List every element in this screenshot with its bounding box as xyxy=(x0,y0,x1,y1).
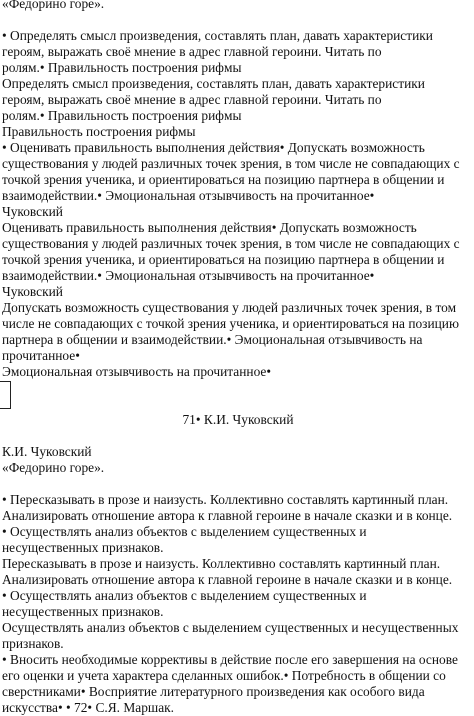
text-line: • Осуществлять анализ объектов с выделением существенных и xyxy=(2,588,367,603)
text-line: Чуковский xyxy=(2,204,63,219)
text-line: Пересказывать в прозе и наизусть. Коллективно составлять картинный план. xyxy=(2,556,441,571)
text-line: Чуковский xyxy=(2,284,63,299)
text-line: ролям.• Правильность построения рифмы xyxy=(2,108,242,123)
text-block-goals-2 xyxy=(0,444,474,716)
text-line: взаимодействии.• Эмоциональная отзывчивость на прочитанное• xyxy=(2,268,375,283)
text-line: Анализировать отношение автора к главной героине в начале сказки и в конце. xyxy=(2,508,453,523)
text-line: Правильность построения рифмы xyxy=(2,124,196,139)
text-line: героям, выражать своё мнение в адрес главной героини. Читать по xyxy=(2,44,382,59)
page-break-box xyxy=(0,381,11,409)
text-line: точкой зрения ученика, и ориентироваться на позицию партнера в общении и xyxy=(2,252,445,267)
text-line: К.И. Чуковский xyxy=(2,444,92,459)
text-line: • Оценивать правильность выполнения действия• Допускать возможность xyxy=(2,140,425,155)
text-line: точкой зрения ученика, и ориентироваться на позицию партнера в общении и xyxy=(2,172,445,187)
text-line: Анализировать отношение автора к главной героине в начале сказки и в конце. xyxy=(2,572,453,587)
text-line xyxy=(0,12,474,28)
text-line: прочитанное• xyxy=(2,348,80,363)
text-line: «Федорино горе». xyxy=(2,0,105,11)
text-line: существования у людей различных точек зрения, в том числе не совпадающих с xyxy=(2,236,460,251)
text-line: «Федорино горе». xyxy=(2,460,105,475)
text-line: ролям.• Правильность построения рифмы xyxy=(2,60,242,75)
text-line: существования у людей различных точек зрения, в том числе не совпадающих с xyxy=(2,156,460,171)
text-line: • Вносить необходимые коррективы в действие после его завершения на основе xyxy=(2,652,458,667)
text-line: Оценивать правильность выполнения действия• Допускать возможность xyxy=(2,220,417,235)
text-line: числе не совпадающих с точкой зрения ученика, и ориентироваться на позицию xyxy=(2,316,459,331)
text-line: искусства• • 72• С.Я. Маршак. xyxy=(2,700,175,715)
blank-line xyxy=(0,428,474,444)
text-line: • Определять смысл произведения, составлять план, давать характеристики xyxy=(2,28,433,43)
text-line: героям, выражать своё мнение в адрес главной героини. Читать по xyxy=(2,92,382,107)
text-line: несущественных признаков. xyxy=(2,540,164,555)
text-line: Эмоциональная отзывчивость на прочитанное• xyxy=(2,364,272,379)
text-line: взаимодействии.• Эмоциональная отзывчивость на прочитанное• xyxy=(2,188,375,203)
text-line: • Осуществлять анализ объектов с выделением существенных и xyxy=(2,524,367,539)
text-line: несущественных признаков. xyxy=(2,604,164,619)
text-line: Допускать возможность существования у людей различных точек зрения, в том xyxy=(2,300,457,315)
text-line xyxy=(0,476,474,492)
text-line: • Пересказывать в прозе и наизусть. Коллективно составлять картинный план. xyxy=(2,492,449,507)
text-line: Осуществлять анализ объектов с выделением существенных и несущественных xyxy=(2,620,459,635)
section-heading: 71• К.И. Чуковский xyxy=(182,412,294,427)
text-line: партнера в общении и взаимодействии.• Эмоциональная отзывчивость на xyxy=(2,332,423,347)
text-line: признаков. xyxy=(2,636,64,651)
text-line: Определять смысл произведения, составлять план, давать характеристики xyxy=(2,76,425,91)
text-line: его оценки и учета характера сделанных ошибок.• Потребность в общении со xyxy=(2,668,446,683)
text-line: сверстниками• Восприятие литературного произведения как особого вида xyxy=(2,684,425,699)
